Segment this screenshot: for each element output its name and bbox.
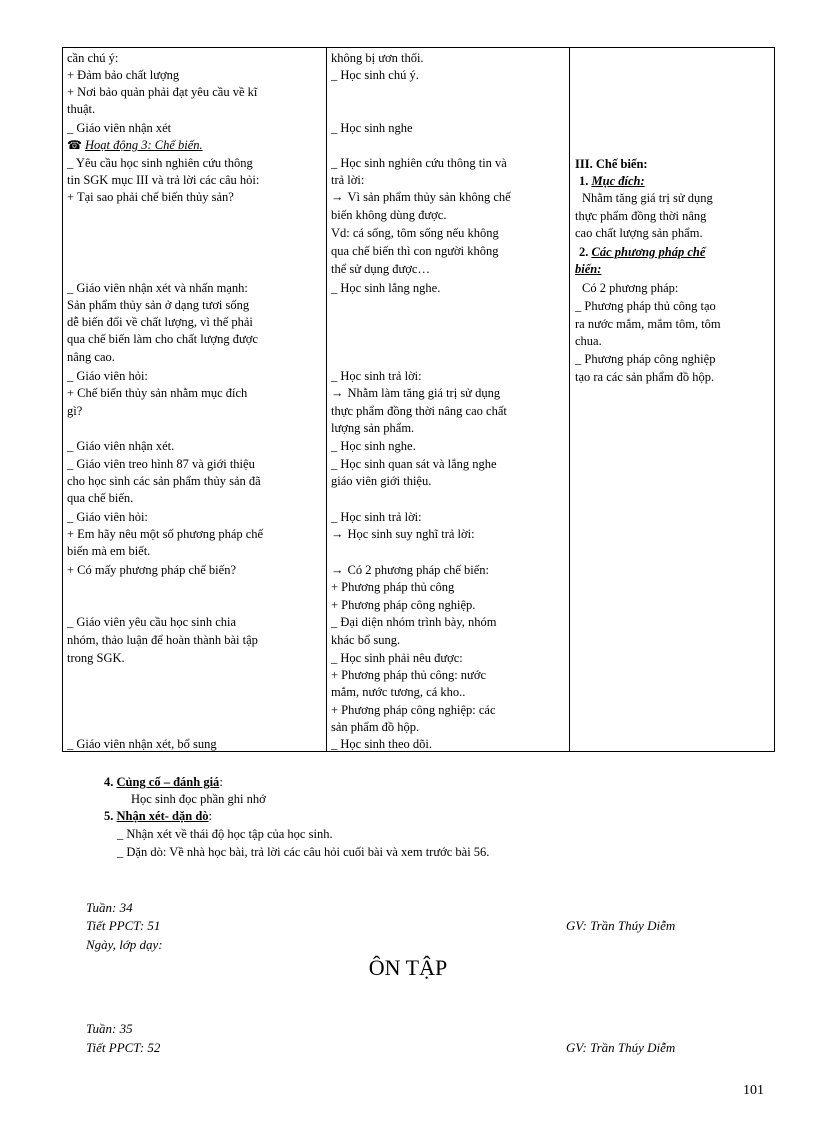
section-3-heading: III. Chế biến: (575, 157, 648, 171)
arrow-right-icon: → (331, 190, 344, 204)
col1-line: + Đảm bảo chất lượng (67, 68, 180, 82)
teacher-activity-column (63, 48, 327, 751)
col1-line: qua chế biến làm cho chất lượng được (67, 332, 258, 346)
col2-line: _ Học sinh theo dõi. (331, 737, 433, 751)
col1-line: _ Giáo viên hỏi: (67, 510, 148, 524)
arrow-right-icon: → (331, 386, 344, 400)
period-label: Tiết PPCT: 52 (86, 1040, 161, 1055)
item-2-heading: 2. Các phương pháp chế (579, 245, 706, 259)
col2-line: biến không dùng được. (331, 208, 447, 222)
col1-line: + Tại sao phải chế biến thủy sản? (67, 190, 234, 204)
col2-line: lượng sản phẩm. (331, 421, 415, 435)
week-label: Tuần: 34 (86, 900, 133, 915)
col1-line: biến mà em biết. (67, 544, 151, 558)
col2-line: Vd: cá sống, tôm sống nếu không (331, 226, 499, 240)
col2-line: thể sử dụng được… (331, 262, 430, 276)
col2-line: thực phẩm đồng thời nâng cao chất (331, 404, 507, 418)
col1-line: qua chế biến. (67, 491, 134, 505)
section-5-heading: 5. Nhận xét- dặn dò: (104, 809, 213, 823)
section-5-text: _ Dặn dò: Về nhà học bài, trả lời các câu hỏi cuối bài và xem trước bài 56. (117, 845, 490, 859)
col2-line: _ Học sinh nghiên cứu thông tin và (331, 156, 507, 170)
col2-line: qua chế biến thì con người không (331, 244, 499, 258)
col3-line: _ Phương pháp thủ công tạo (575, 299, 716, 313)
week-label: Tuần: 35 (86, 1021, 133, 1036)
arrow-right-icon: → (331, 527, 344, 541)
col1-line: _ Giáo viên nhận xét, bổ sung (67, 737, 217, 751)
col2-line: không bị ươn thối. (331, 51, 424, 65)
content-column (570, 48, 776, 751)
col2-arrow-line: → Vì sản phẩm thủy sản không chế (331, 190, 511, 204)
col2-line: _ Học sinh nghe (331, 121, 413, 135)
col1-line: + Em hãy nêu một số phương pháp chế (67, 527, 264, 541)
col2-line: _ Học sinh trả lời: (331, 510, 422, 524)
page-number: 101 (743, 1083, 764, 1098)
col2-arrow-line: → Học sinh suy nghĩ trả lời: (331, 527, 475, 541)
col1-line: + Chế biến thủy sản nhằm mục đích (67, 386, 248, 400)
col2-line: + Phương pháp công nghiệp: các (331, 703, 496, 717)
col1-line: trong SGK. (67, 651, 125, 665)
col1-line: _ Giáo viên treo hình 87 và giới thiệu (67, 457, 255, 471)
col2-line: _ Học sinh nghe. (331, 439, 416, 453)
col1-line: tin SGK mục III và trả lời các câu hỏi: (67, 173, 260, 187)
col2-line: giáo viên giới thiệu. (331, 474, 432, 488)
col1-line: gì? (67, 404, 83, 418)
item-1-heading: 1. Mục đích: (579, 174, 645, 188)
col2-line: + Phương pháp thủ công (331, 580, 455, 594)
item-2-heading-cont: biến: (575, 262, 602, 276)
col1-line: dễ biến đổi về chất lượng, vì thế phải (67, 315, 253, 329)
lesson-table (62, 47, 775, 752)
col1-line: Sản phẩm thủy sản ở dạng tươi sống (67, 298, 250, 312)
col3-line: chua. (575, 334, 602, 348)
student-activity-column (327, 48, 570, 751)
col2-line: _ Học sinh trả lời: (331, 369, 422, 383)
col2-arrow-line: → Nhằm làm tăng giá trị sử dụng (331, 386, 501, 400)
col3-line: cao chất lượng sản phẩm. (575, 226, 703, 240)
col1-line: _ Yêu cầu học sinh nghiên cứu thông (67, 156, 253, 170)
col3-line: thực phẩm đồng thời nâng (575, 209, 707, 223)
section-4-heading: 4. Củng cố – đánh giá: (104, 775, 223, 789)
section-4-text: Học sinh đọc phần ghi nhớ (131, 792, 266, 806)
col1-line: nhóm, thảo luận để hoàn thành bài tập (67, 633, 258, 647)
col1-line: cho học sinh các sản phẩm thủy sản đã (67, 474, 261, 488)
col1-line: _ Giáo viên nhận xét. (67, 439, 175, 453)
section-5-text: _ Nhận xét về thái độ học tập của học sinh. (117, 827, 333, 841)
col3-line: ra nước mắm, mắm tôm, tôm (575, 317, 721, 331)
date-class-label: Ngày, lớp dạy: (86, 937, 163, 952)
col2-line: _ Đại diện nhóm trình bày, nhóm (331, 615, 497, 629)
col2-arrow-line: → Có 2 phương pháp chế biến: (331, 563, 489, 577)
col2-line: sản phẩm đồ hộp. (331, 720, 420, 734)
period-label: Tiết PPCT: 51 (86, 918, 161, 933)
col1-line: + Có mấy phương pháp chế biến? (67, 563, 237, 577)
activity-3-title: Hoạt động 3: Chế biến. (84, 138, 203, 152)
col2-line: _ Học sinh phải nêu được: (331, 651, 463, 665)
col1-line: + Nơi bảo quản phải đạt yêu cầu về kĩ (67, 85, 258, 99)
activity-3-heading (67, 137, 203, 154)
col2-line: _ Học sinh chú ý. (331, 68, 419, 82)
col3-line: Nhằm tăng giá trị sử dụng (582, 191, 713, 205)
page-title: ÔN TẬP (368, 955, 448, 980)
col2-line: mắm, nước tương, cá kho.. (331, 685, 466, 699)
col1-line: _ Giáo viên yêu cầu học sinh chia (67, 615, 237, 629)
col1-line: _ Giáo viên hỏi: (67, 369, 148, 383)
col1-line: _ Giáo viên nhận xét và nhấn mạnh: (67, 281, 248, 295)
teacher-label: GV: Trần Thúy Diễm (566, 918, 676, 933)
col1-line: cần chú ý: (67, 51, 119, 65)
col2-line: + Phương pháp thủ công: nước (331, 668, 486, 682)
teacher-label: GV: Trần Thúy Diễm (566, 1040, 676, 1055)
col1-line: nâng cao. (67, 350, 115, 364)
arrow-right-icon: → (331, 563, 344, 577)
col3-line: _ Phương pháp công nghiệp (575, 352, 716, 366)
col1-line: thuật. (67, 102, 96, 116)
col2-line: _ Học sinh quan sát và lắng nghe (331, 457, 497, 471)
col1-line: _ Giáo viên nhận xét (67, 121, 172, 135)
telephone-icon: ☎ (67, 138, 82, 152)
col2-line: khác bổ sung. (331, 633, 401, 647)
col3-line: tạo ra các sản phẩm đồ hộp. (575, 370, 715, 384)
col2-line: trả lời: (331, 173, 365, 187)
col2-line: + Phương pháp công nghiệp. (331, 598, 476, 612)
col2-line: _ Học sinh lắng nghe. (331, 281, 441, 295)
col3-line: Có 2 phương pháp: (582, 281, 679, 295)
